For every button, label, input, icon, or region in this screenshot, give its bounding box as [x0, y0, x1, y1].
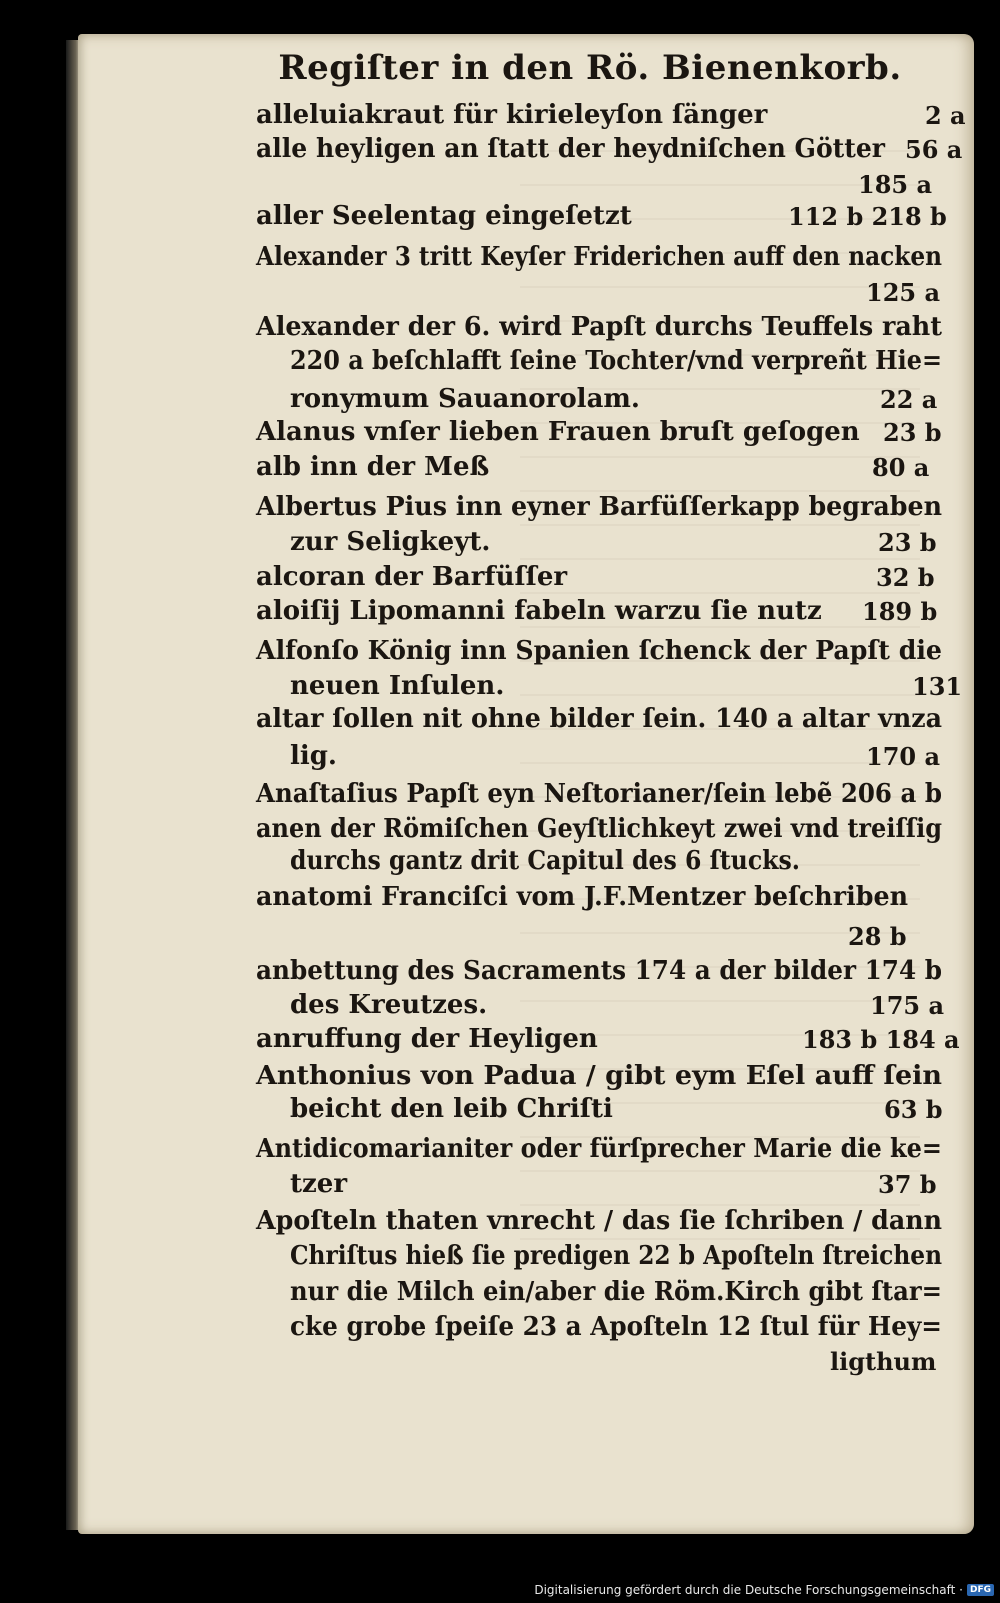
- entry-text: aller Seelentag eingeſetzt: [256, 201, 632, 231]
- entry-text: Alexander der 6. wird Papſt durchs Teuffels raht: [256, 312, 942, 342]
- entry-text: anruffung der Heyligen: [256, 1024, 598, 1054]
- entry-text: Alfonſo König inn Spanien ſchenck der Papſt die: [256, 636, 942, 666]
- entry-text: anen der Römiſchen Geyſtlichkeyt zwei vnd treiſſig: [256, 814, 942, 844]
- entry-page-ref: 175 a: [870, 991, 945, 1020]
- entry-page-ref: 125 a: [866, 278, 941, 307]
- entry-text: Albertus Pius inn eyner Barfüſſerkapp begraben: [256, 492, 942, 522]
- entry-text: alb inn der Meß: [256, 452, 490, 482]
- footer-text: Digitalisierung gefördert durch die Deutsche Forschungsgemeinschaft ·: [534, 1583, 963, 1597]
- entry-page-ref: 23 b: [883, 418, 942, 447]
- entry-page-ref: ligthum: [830, 1347, 937, 1376]
- entry-text: zur Seligkeyt.: [290, 527, 491, 557]
- footer: [534, 1583, 994, 1597]
- entry-page-ref: 32 b: [876, 563, 935, 592]
- entry-page-ref: 189 b: [862, 597, 938, 626]
- entry-page-ref: 183 b 184 a: [802, 1025, 960, 1054]
- entry-text: Alexander 3 tritt Keyſer Friderichen auff den nacken: [256, 242, 942, 272]
- entry-text: anatomi Franciſci vom J.F.Mentzer beſchriben: [256, 882, 908, 912]
- entry-text: altar ſollen nit ohne bilder ſein. 140 a altar vnza: [256, 704, 942, 734]
- entry-text: Antidicomarianiter oder fürſprecher Marie die ke=: [256, 1134, 942, 1164]
- entry-page-ref: 28 b: [848, 922, 907, 951]
- entry-text: aloiſij Lipomanni fabeln warzu ſie nutz: [256, 596, 822, 626]
- entry-text: anbettung des Sacraments 174 a der bilder 174 b: [256, 956, 942, 986]
- entry-page-ref: 185 a: [858, 170, 933, 199]
- entry-text: Anaſtaſius Papſt eyn Neſtorianer/ſein lebẽ 206 a b: [256, 779, 942, 809]
- entry-text: beicht den leib Chriſti: [290, 1094, 613, 1124]
- entry-text: nur die Milch ein/aber die Röm.Kirch gibt ſtar=: [290, 1277, 942, 1307]
- entry-text: Alanus vnſer lieben Frauen bruſt geſogen: [256, 417, 860, 447]
- entry-text: alle heyligen an ſtatt der heydniſchen Götter: [256, 134, 885, 164]
- entry-text: lig.: [290, 741, 337, 771]
- entry-page-ref: 170 a: [866, 742, 941, 771]
- entry-text: tzer: [290, 1169, 348, 1199]
- entry-page-ref: 80 a: [872, 453, 930, 482]
- entry-text: Apoſteln thaten vnrecht / das ſie ſchriben / dann: [256, 1206, 942, 1236]
- entry-page-ref: 37 b: [878, 1170, 937, 1199]
- entry-text: alcoran der Barfüſſer: [256, 562, 568, 592]
- entry-page-ref: 131: [912, 672, 963, 701]
- entry-text: ronymum Sauanorolam.: [290, 384, 640, 414]
- dfg-logo: DFG: [967, 1584, 994, 1596]
- entry-text: cke grobe ſpeiſe 23 a Apoſteln 12 ſtul für Hey=: [290, 1312, 942, 1342]
- entry-text: 220 a beſchlafft ſeine Tochter/vnd verpreñt Hie=: [290, 346, 942, 376]
- entry-page-ref: 22 a: [880, 385, 938, 414]
- entry-text: neuen Inſulen.: [290, 671, 505, 701]
- entry-page-ref: 23 b: [878, 528, 937, 557]
- entry-page-ref: 112 b 218 b: [788, 202, 947, 231]
- entry-text: des Kreutzes.: [290, 990, 488, 1020]
- entry-text: durchs gantz drit Capitul des 6 ſtucks.: [290, 846, 800, 876]
- entry-text: alleluiakraut für kirieleyſon ſänger: [256, 100, 768, 130]
- entry-text: Chriſtus hieß ſie predigen 22 b Apoſteln ſtreichen: [290, 1241, 942, 1271]
- entry-page-ref: 63 b: [884, 1095, 943, 1124]
- entry-text: Anthonius von Padua / gibt eym Eſel auff ſein: [256, 1061, 942, 1091]
- entry-page-ref: 56 a: [905, 135, 963, 164]
- entry-page-ref: 2 a: [925, 101, 966, 130]
- page-title: Regiſter in den Rö. Bienenkorb.: [278, 48, 902, 88]
